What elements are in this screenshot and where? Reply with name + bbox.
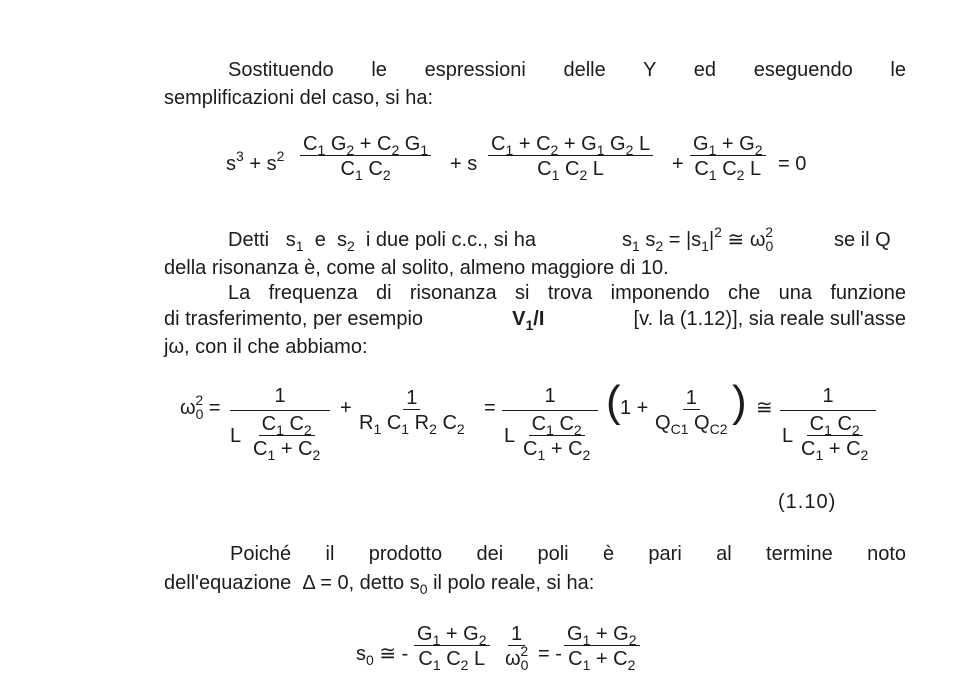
paragraph-2-line-1-end: se il Q xyxy=(834,229,891,251)
equation-real-pole: $s_0$ ≅ - $\frac{G_1 + G_2}{C_1 C_2 L}$ $\frac{1}{\omega_0^2}$ = - $\frac{G_1 + G_2}{C_1 + C_2}$ xyxy=(356,624,676,694)
paragraph-3-line-1: La frequenza di risonanza si trova imponendo che una funzione xyxy=(228,282,906,304)
equation-label: (1.10) xyxy=(778,491,837,513)
equation-cubic: $s^3 + s^2$ $\frac{C_1 G_2 + C_2 G_1}{C_1 C_2}$ + s $\frac{C_1 + C_2 + G_1 G_2 L}{C_1 C_2 L}$ + $\frac{G_1 + G_2}{C_1 C_2 L}$ = 0 xyxy=(226,133,807,183)
paragraph-4-line-2: dell'equazione Δ = 0, detto $s_0$ il polo reale, si ha: xyxy=(164,572,595,597)
fraction-3: $\frac{G_1 + G_2}{C_1 C_2 L}$ xyxy=(690,134,766,179)
paragraph-4-line-1: Poiché il prodotto dei poli è pari al termine noto xyxy=(230,543,906,565)
inline-equation-poles: $s_1$ $s_2 = |s_1|^2$ ≅ $\omega_0^2$ xyxy=(622,224,774,254)
fraction-2: $\frac{C_1 + C_2 + G_1 G_2 L}{C_1 C_2 L}$ xyxy=(488,134,653,179)
equation-resonance: $\omega_0^2$ = 1 L $\frac{C_1 C_2}{C_1 + C_2}$ + $\frac{1}{R_1 C_1 R_2 C_2}$ = 1 L $\frac{C_1 C_2}{C_1 + C_2}$ ( 1 + $\frac{1}{Q_{C1} Q_{C2}}$ ) ≅ 1 L $\frac{C_1 C_2}{C_1 + C_2}$ xyxy=(180,386,900,476)
paragraph-2-line-1: Detti $s_1$ e $s_2$ i due poli c.c., si ha xyxy=(228,229,536,254)
paragraph-3-line-2: di trasferimento, per esempio $V_1/I$ [v. la (1.12)], sia reale sull'asse xyxy=(164,308,906,333)
paragraph-3-line-3: jω, con il che abbiamo: xyxy=(164,336,368,358)
paragraph-1-line-2: semplificazioni del caso, si ha: xyxy=(164,87,434,109)
paragraph-1-line-1: Sostituendo le espressioni delle Y ed eseguendo le xyxy=(228,59,906,81)
fraction-1: $\frac{C_1 G_2 + C_2 G_1}{C_1 C_2}$ xyxy=(300,134,431,179)
paragraph-2-line-2: della risonanza è, come al solito, almeno maggiore di 10. xyxy=(164,257,669,279)
